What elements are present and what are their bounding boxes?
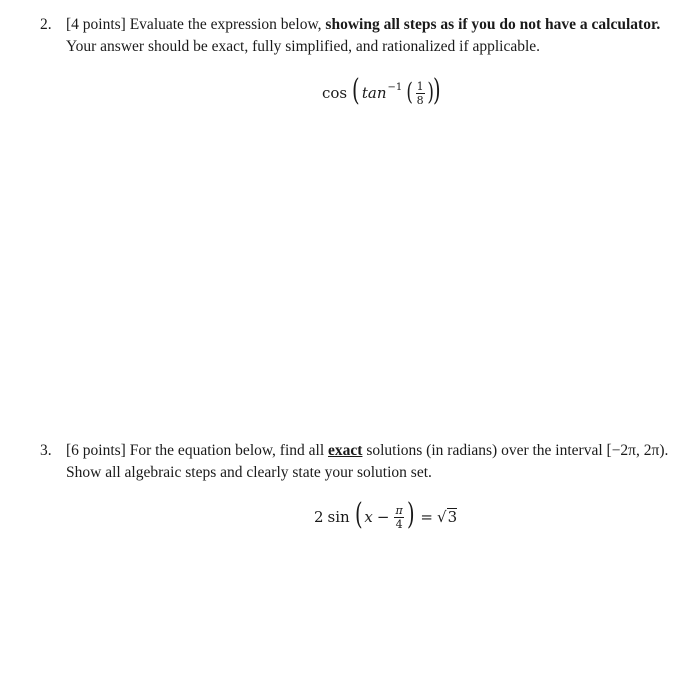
problem-2 [40, 14, 670, 58]
inner-close-paren: ) [427, 78, 434, 106]
equals-sign: = [420, 508, 433, 526]
problem-3-interval: [−2π, 2π). [606, 442, 669, 459]
cos-function: cos [322, 84, 348, 102]
fraction-numerator: π [395, 503, 403, 517]
open-paren: ( [354, 497, 363, 532]
fraction-denominator: 4 [395, 517, 403, 531]
problem-3-number: 3. [40, 442, 52, 459]
problem-3-text [66, 440, 670, 484]
problem-2-expression [322, 73, 443, 108]
variable-x: x [364, 508, 373, 526]
radical-sign: √ [437, 508, 447, 526]
problem-2-intro: Evaluate the expression below, [129, 16, 322, 33]
problem-2-bold-phrase: showing all steps as if you do not have a calculator. [325, 16, 661, 33]
problem-3 [40, 440, 670, 484]
problem-2-text [66, 14, 670, 58]
problem-3-underlined-word: exact [328, 442, 363, 459]
fraction-numerator: 1 [416, 79, 424, 93]
problem-3-rest: solutions (in radians) over the interval [366, 442, 603, 459]
sin-function: sin [327, 508, 350, 526]
fraction-denominator: 8 [416, 93, 424, 107]
minus-sign: − [376, 508, 390, 526]
tan-function: tan [361, 84, 387, 102]
inverse-exponent: −1 [387, 81, 403, 93]
problem-3-points: [6 points] [66, 442, 126, 459]
fraction-pi-over-four [394, 505, 403, 530]
inner-open-paren: ( [406, 78, 414, 106]
radicand: 3 [447, 508, 458, 526]
problem-3-intro: For the equation below, find all [129, 442, 325, 459]
fraction-one-eighth [416, 81, 425, 106]
close-paren: ) [406, 497, 415, 532]
problem-2-points: [4 points] [66, 16, 126, 33]
problem-3-rest2: Show all algebraic steps and clearly state your solution set. [66, 464, 432, 481]
problem-2-rest: Your answer should be exact, fully simplified, and rationalized if applicable. [66, 38, 541, 55]
square-root [437, 508, 457, 526]
open-paren: ( [352, 73, 360, 108]
close-paren: ) [433, 73, 441, 108]
problem-3-equation [314, 497, 458, 532]
problem-2-number: 2. [40, 16, 52, 33]
coefficient: 2 [314, 508, 324, 526]
